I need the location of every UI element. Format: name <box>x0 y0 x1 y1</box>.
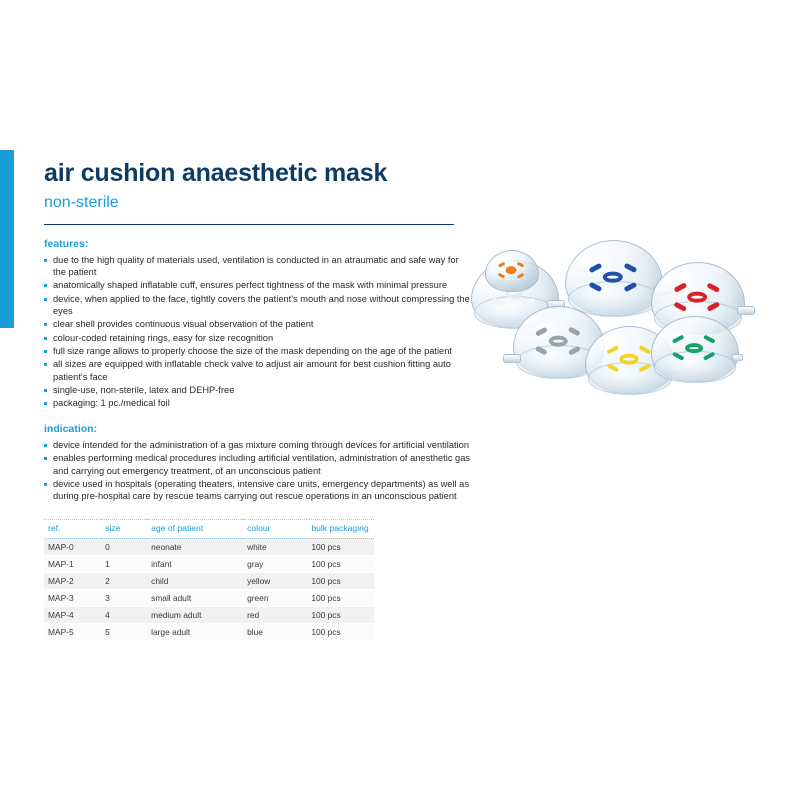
features-section <box>44 238 474 410</box>
cell-ref: MAP-5 <box>44 623 101 640</box>
cell-size: 1 <box>101 555 147 572</box>
cell-colour: yellow <box>243 572 307 589</box>
hub-hook <box>498 262 506 268</box>
cell-age: small adult <box>147 589 243 606</box>
cell-ref: MAP-3 <box>44 589 101 606</box>
hub-ring <box>620 354 639 364</box>
specs-table-wrapper <box>44 519 374 641</box>
features-list <box>44 254 474 410</box>
hub-ring <box>603 271 623 283</box>
table-row <box>44 572 374 589</box>
table-row <box>44 606 374 623</box>
cell-bulk: 100 pcs <box>307 589 374 606</box>
retaining-ring-hub <box>537 329 578 353</box>
cell-age: infant <box>147 555 243 572</box>
indication-section <box>44 423 474 503</box>
list-item: anatomically shaped inflatable cuff, ensures perfect tightness of the mask with minimal pressure <box>44 279 474 291</box>
list-item: enables performing medical procedures including artificial ventilation, administration of anesthetic gas and carrying out emergency treatment, of an unconscious patient <box>44 452 474 477</box>
table-header-row <box>44 519 374 538</box>
mask-orange <box>485 250 537 290</box>
column-header-ref: ref. <box>44 519 101 538</box>
table-row <box>44 623 374 640</box>
cell-colour: white <box>243 538 307 555</box>
cell-size: 2 <box>101 572 147 589</box>
column-header-age: age of patient <box>147 519 243 538</box>
left-accent-bar <box>0 150 14 328</box>
table-row <box>44 589 374 606</box>
table-row <box>44 538 374 555</box>
cell-age: medium adult <box>147 606 243 623</box>
column-header-bulk-packaging: bulk packaging <box>307 519 374 538</box>
list-item: device intended for the administration of a gas mixture coming through devices for artificial ventilation <box>44 439 474 451</box>
hub-ring <box>685 343 703 353</box>
hub-hook <box>589 262 603 273</box>
cell-bulk: 100 pcs <box>307 623 374 640</box>
cell-age: child <box>147 572 243 589</box>
cell-bulk: 100 pcs <box>307 555 374 572</box>
specs-table-head <box>44 519 374 538</box>
list-item: packaging: 1 pc./medical foil <box>44 397 474 409</box>
cell-colour: gray <box>243 555 307 572</box>
retaining-ring-hub <box>674 337 714 359</box>
cell-bulk: 100 pcs <box>307 538 374 555</box>
list-item: due to the high quality of materials used, ventilation is conducted in an atraumatic and safe way for the patient <box>44 254 474 279</box>
specs-table <box>44 519 374 641</box>
cell-colour: green <box>243 589 307 606</box>
cell-bulk: 100 pcs <box>307 572 374 589</box>
hub-ring <box>506 266 517 274</box>
page-subtitle: non-sterile <box>44 193 119 211</box>
list-item: device used in hospitals (operating theaters, intensive care units, emergency departments) as well as during pre-hospital care by rescue teams carrying out rescue operations in an unconscious patient <box>44 478 474 503</box>
hub-ring <box>548 336 567 347</box>
cell-size: 3 <box>101 589 147 606</box>
cell-size: 0 <box>101 538 147 555</box>
hub-hook <box>607 346 620 356</box>
indication-heading: indication: <box>44 422 98 435</box>
hub-hook <box>535 327 548 337</box>
cell-ref: MAP-2 <box>44 572 101 589</box>
hub-ring <box>687 292 706 303</box>
connector-port <box>732 354 743 361</box>
specs-table-body <box>44 538 374 640</box>
product-photo <box>455 240 785 440</box>
mask-size-3-green <box>651 316 737 380</box>
retaining-ring-hub <box>609 348 649 370</box>
cell-ref: MAP-4 <box>44 606 101 623</box>
retaining-ring-hub <box>499 263 523 277</box>
cell-bulk: 100 pcs <box>307 606 374 623</box>
list-item: colour-coded retaining rings, easy for size recognition <box>44 332 474 344</box>
cell-size: 5 <box>101 623 147 640</box>
page-title: air cushion anaesthetic mask <box>44 159 388 187</box>
cell-colour: blue <box>243 623 307 640</box>
list-item: single-use, non-sterile, latex and DEHP-free <box>44 384 474 396</box>
cell-ref: MAP-1 <box>44 555 101 572</box>
list-item: full size range allows to properly choose the size of the mask depending on the age of the patient <box>44 345 474 357</box>
list-item: device, when applied to the face, tightly covers the patient's mouth and nose without compressing the eyes <box>44 293 474 318</box>
indication-list <box>44 439 474 503</box>
mask-size-5-blue <box>565 240 661 314</box>
column-header-colour: colour <box>243 519 307 538</box>
column-header-size: size <box>101 519 147 538</box>
hub-hook <box>674 283 687 293</box>
cell-size: 4 <box>101 606 147 623</box>
cell-ref: MAP-0 <box>44 538 101 555</box>
retaining-ring-hub <box>676 285 718 309</box>
cell-age: large adult <box>147 623 243 640</box>
list-item: all sizes are equipped with inflatable check valve to adjust air amount for best cushion fitting auto patient's face <box>44 358 474 383</box>
cell-age: neonate <box>147 538 243 555</box>
inflation-valve <box>737 306 755 315</box>
retaining-ring-hub <box>591 264 635 289</box>
cell-colour: red <box>243 606 307 623</box>
hub-hook <box>672 335 685 344</box>
inflation-valve <box>503 354 521 363</box>
table-row <box>44 555 374 572</box>
features-heading: features: <box>44 237 89 250</box>
title-divider <box>44 224 454 225</box>
list-item: clear shell provides continuous visual observation of the patient <box>44 318 474 330</box>
